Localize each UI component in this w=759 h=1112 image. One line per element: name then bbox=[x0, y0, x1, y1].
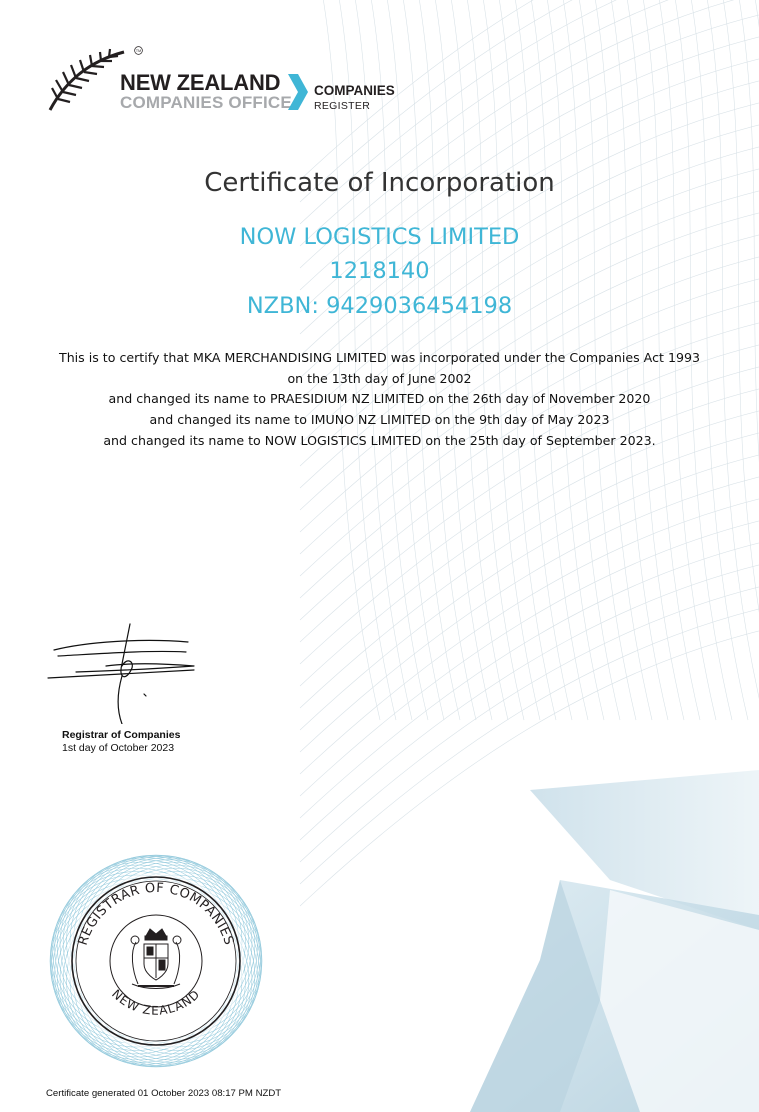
signature-date: 1st day of October 2023 bbox=[62, 742, 175, 754]
trademark-text: TM bbox=[135, 48, 142, 53]
chevron-right-icon bbox=[286, 72, 310, 112]
trademark-icon bbox=[134, 46, 143, 55]
seal-inner-text: NEW ZEALAND bbox=[109, 986, 203, 1018]
seal-outer-text: REGISTRAR OF COMPANIES bbox=[75, 880, 237, 948]
statement-line: and changed its name to NOW LOGISTICS LIMITED on the 25th day of September 2023. bbox=[103, 432, 656, 448]
logo-title: NEW ZEALAND bbox=[120, 70, 281, 95]
logo-subtitle: COMPANIES OFFICE bbox=[120, 93, 292, 112]
statement-line: This is to certify that MKA MERCHANDISING LIMITED was incorporated under the Companies Act 1993 bbox=[59, 350, 700, 365]
company-number: 1218140 bbox=[329, 258, 430, 284]
company-name: NOW LOGISTICS LIMITED bbox=[239, 224, 520, 250]
register-title: COMPANIES bbox=[314, 83, 395, 98]
certification-statement bbox=[0, 348, 759, 452]
registrar-title: Registrar of Companies bbox=[62, 729, 181, 741]
registrar-seal bbox=[46, 852, 266, 1070]
nzbn-number: NZBN: 9429036454198 bbox=[246, 293, 513, 319]
companies-office-logo bbox=[46, 44, 406, 116]
statement-line: on the 13th day of June 2002 bbox=[287, 370, 472, 386]
statement-line: and changed its name to IMUNO NZ LIMITED on the 9th day of May 2023 bbox=[149, 412, 610, 428]
certificate-title: Certificate of Incorporation bbox=[204, 168, 555, 198]
register-subtitle: REGISTER bbox=[314, 100, 371, 112]
silver-fern-icon bbox=[46, 44, 126, 116]
registrar-signature bbox=[46, 620, 206, 724]
statement-line: and changed its name to PRAESIDIUM NZ LIMITED on the 26th day of November 2020 bbox=[108, 391, 651, 407]
generated-timestamp: Certificate generated 01 October 2023 08:17 PM NZDT bbox=[46, 1088, 282, 1099]
